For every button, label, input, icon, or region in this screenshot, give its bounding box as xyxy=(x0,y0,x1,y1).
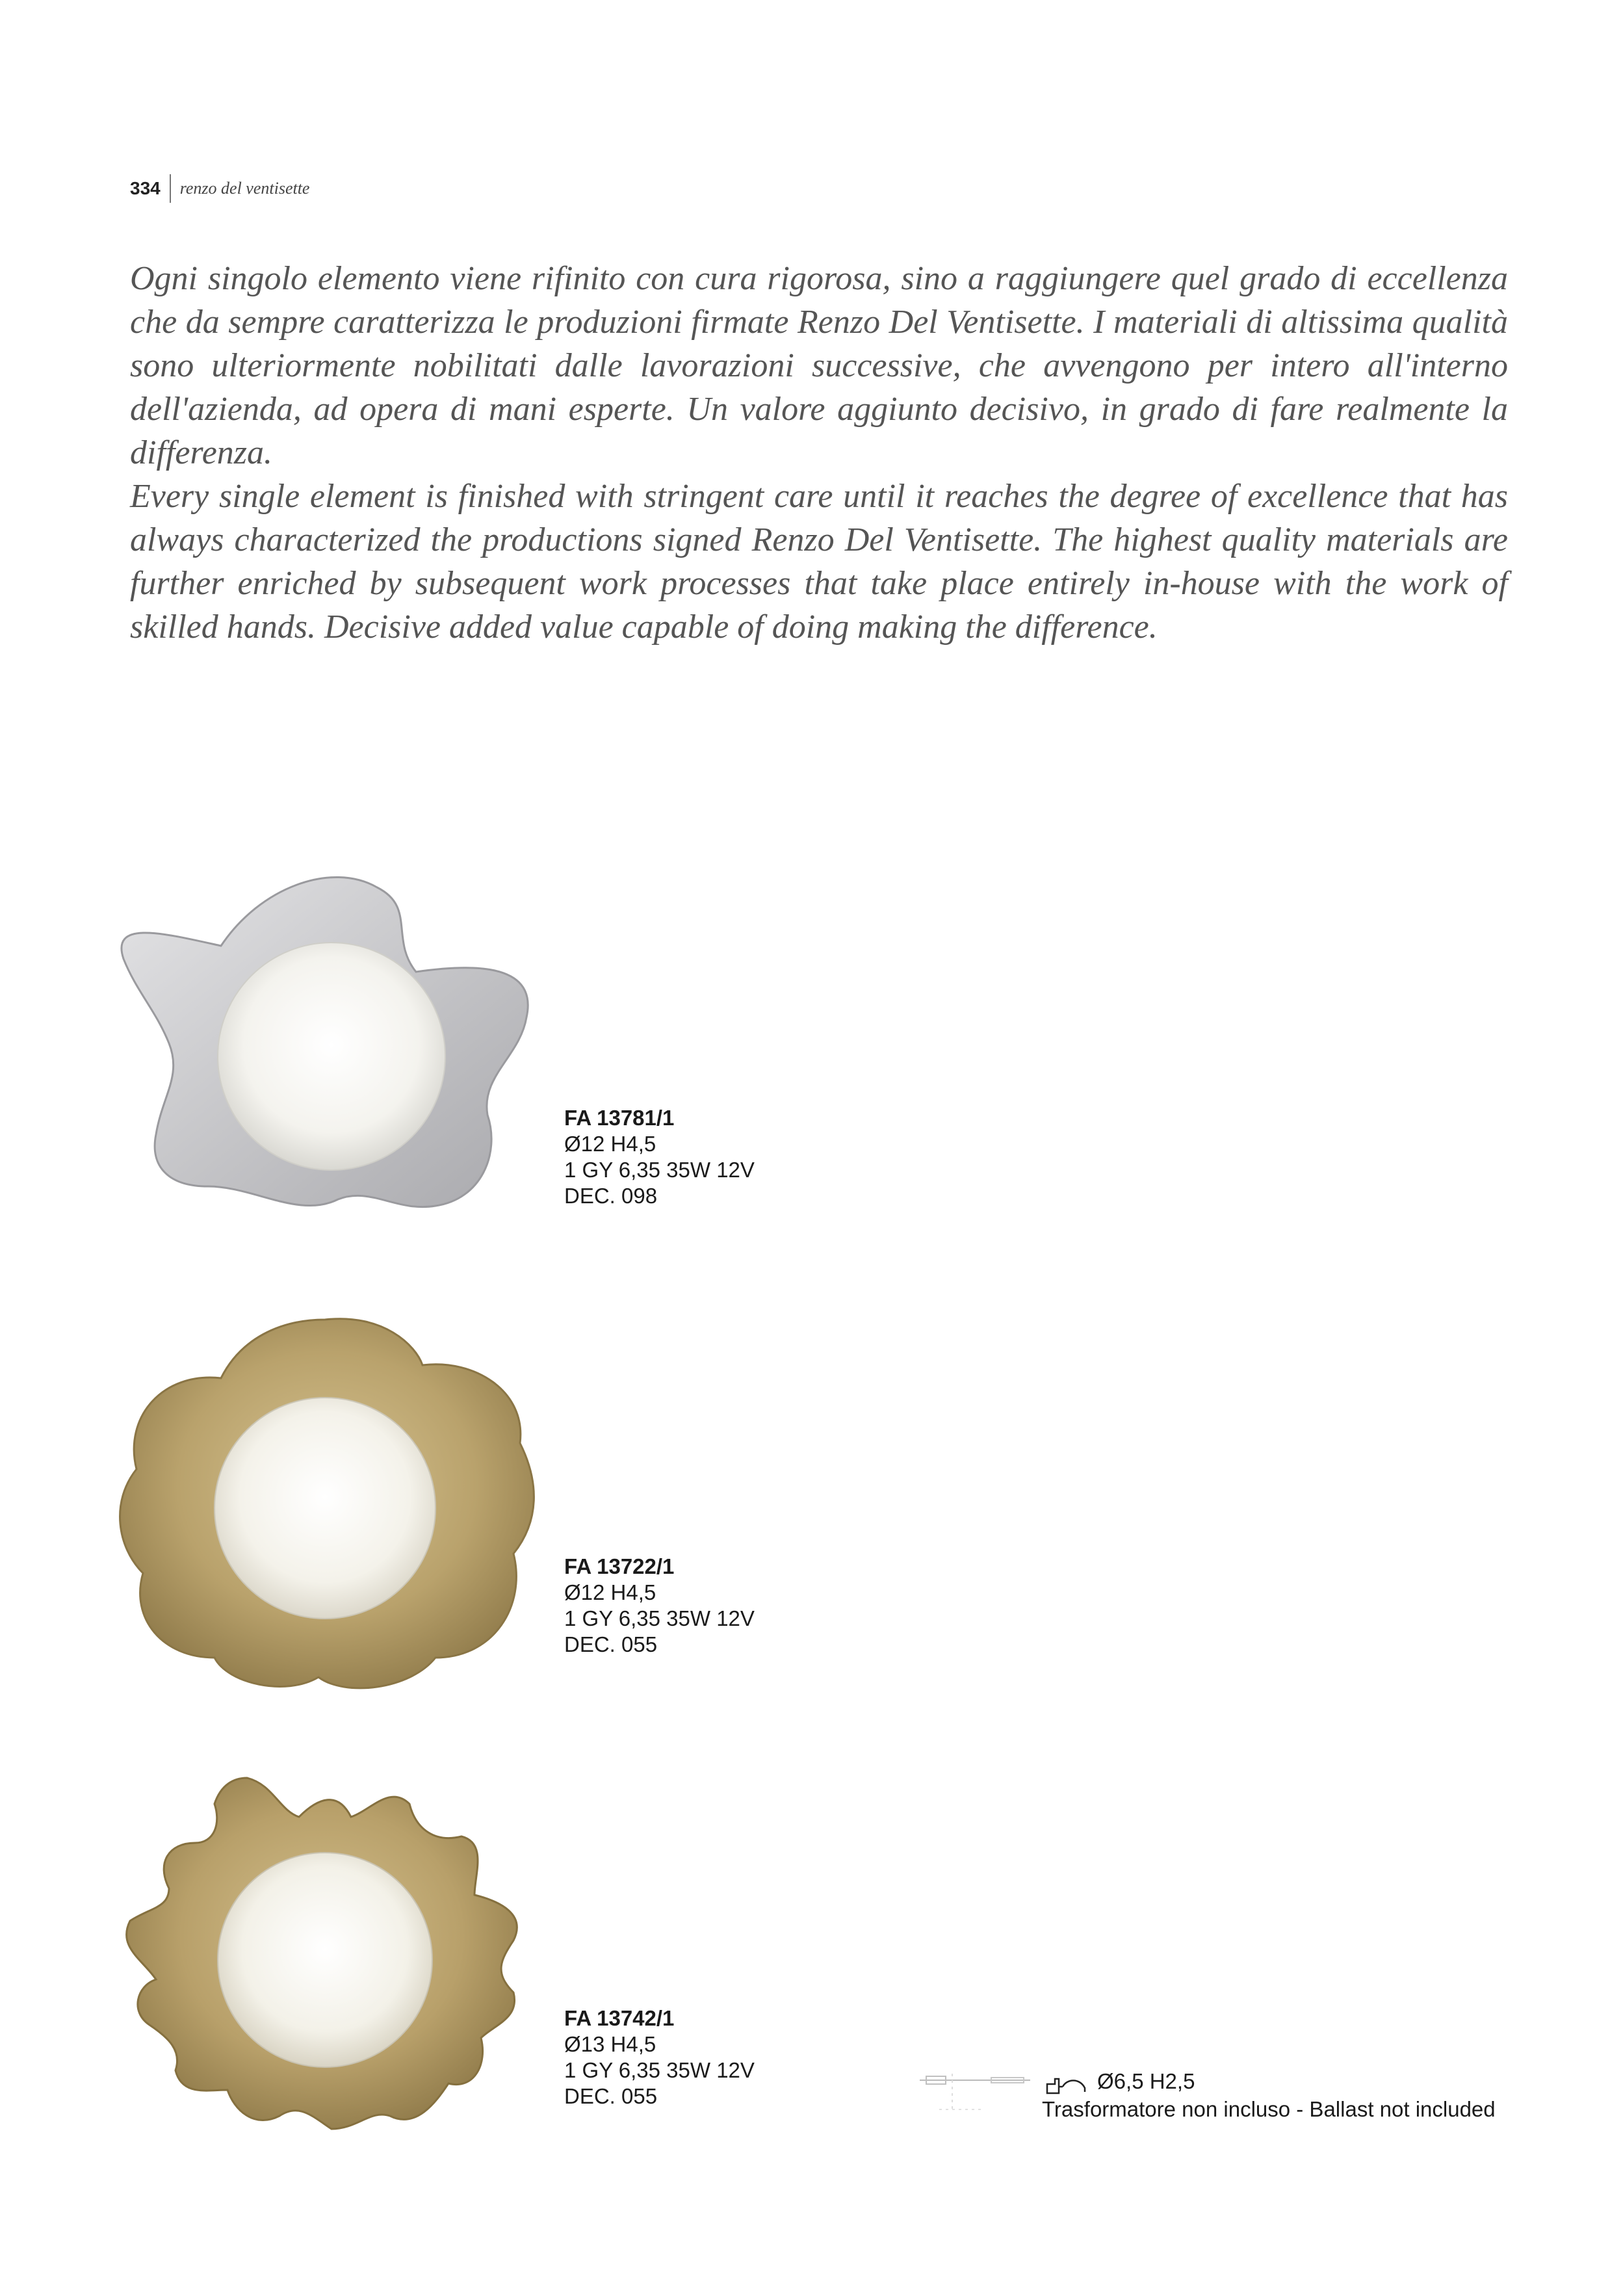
ballast-note: Trasformatore non incluso - Ballast not included xyxy=(1042,2097,1496,2121)
header-divider xyxy=(170,174,171,203)
glass-diffuser xyxy=(218,943,445,1170)
brand-name: renzo del ventisette xyxy=(179,179,310,198)
intro-italian: Ogni singolo elemento viene rifinito con cura rigorosa, sino a raggiungere quel grado di eccellenza che da sempre caratterizza le produzioni firmate Renzo Del Ventisette. I materiali di altissima qualità sono ulteriormente nobilitati dalle lavorazioni successive, che avvengono per intero all'interno dell'azienda, ad opera di mani esperte. Un valore aggiunto decisivo, in grado di fare realmente la differenza. xyxy=(130,260,1508,471)
product-code: FA 13742/1 xyxy=(564,2006,675,2030)
product-info-2 xyxy=(564,1554,755,1658)
product-info-3 xyxy=(564,2005,755,2109)
product-code: FA 13722/1 xyxy=(564,1554,675,1578)
product-decoration: DEC. 055 xyxy=(564,2084,658,2108)
page-header xyxy=(130,174,309,203)
product-image-flower-lamp xyxy=(110,1307,539,1697)
intro-text xyxy=(130,257,1508,649)
product-dimensions: Ø12 H4,5 xyxy=(564,1580,656,1604)
product-image-blob-lamp xyxy=(110,861,539,1225)
product-lamp-spec: 1 GY 6,35 35W 12V xyxy=(564,1606,755,1630)
glass-diffuser xyxy=(214,1398,435,1619)
ballast-dimensions: Ø6,5 H2,5 xyxy=(1097,2069,1195,2093)
product-dimensions: Ø13 H4,5 xyxy=(564,2032,656,2056)
ballast-technical-drawing xyxy=(913,2048,1037,2119)
intro-english: Every single element is finished with stringent care until it reaches the degree of excellence that has always characterized the productions signed Renzo Del Ventisette. The highest quality materials are further enriched by subsequent work processes that take place entirely in-house with the work of skilled hands. Decisive added value capable of doing making the difference. xyxy=(130,478,1508,646)
product-info-1 xyxy=(564,1105,755,1209)
product-lamp-spec: 1 GY 6,35 35W 12V xyxy=(564,2058,755,2082)
product-code: FA 13781/1 xyxy=(564,1106,675,1130)
product-dimensions: Ø12 H4,5 xyxy=(564,1132,656,1156)
glass-diffuser xyxy=(218,1853,432,2067)
product-image-sun-lamp xyxy=(110,1765,533,2142)
page-number: 334 xyxy=(130,178,161,198)
product-decoration: DEC. 098 xyxy=(564,1184,658,1208)
product-decoration: DEC. 055 xyxy=(564,1632,658,1656)
ballast-icon xyxy=(1043,2074,1090,2100)
product-lamp-spec: 1 GY 6,35 35W 12V xyxy=(564,1158,755,1182)
